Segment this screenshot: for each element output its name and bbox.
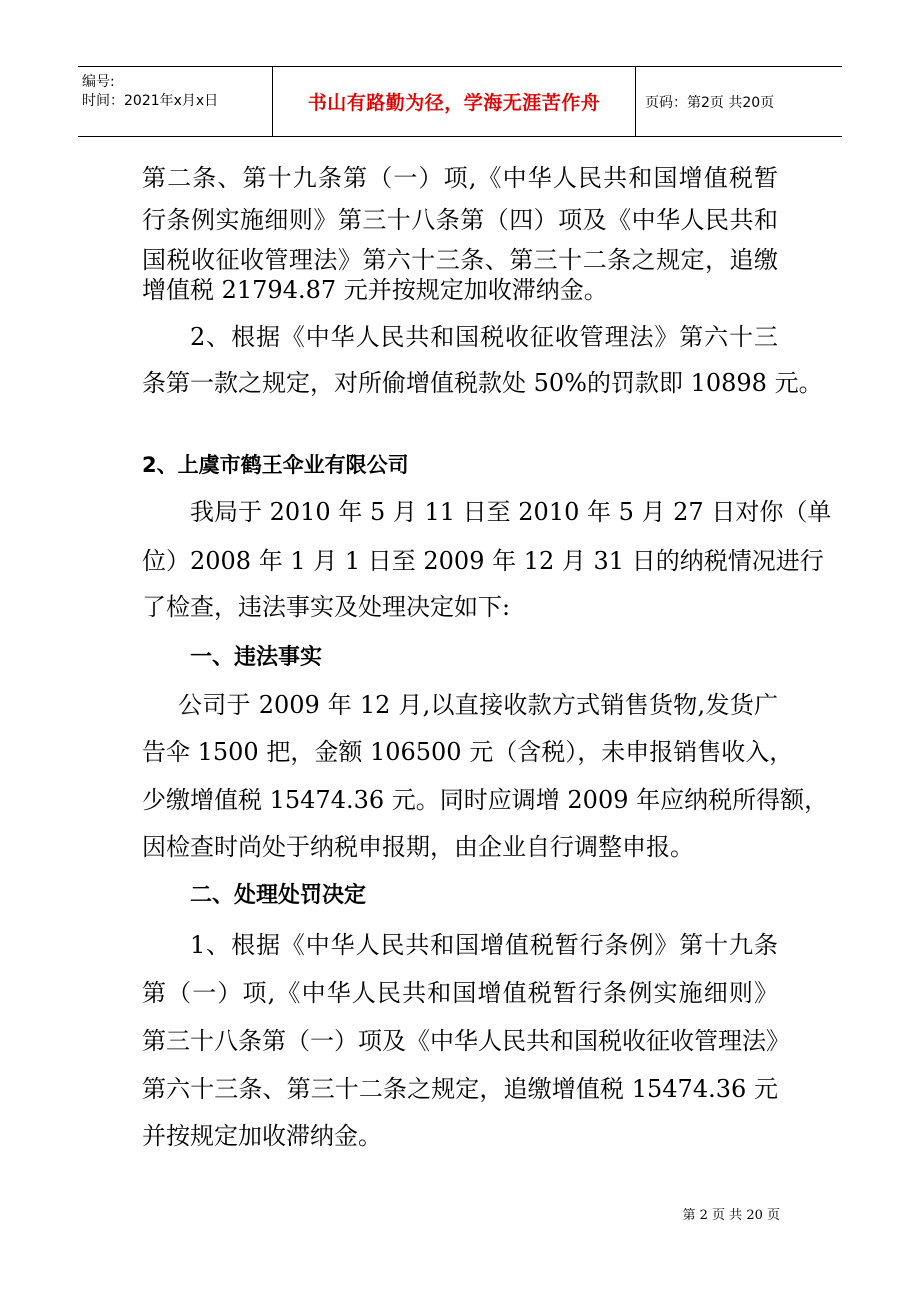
text-line: 第六十三条、第三十二条之规定，追缴增值税 15474.36 元 (142, 1075, 778, 1103)
text-line: 行条例实施细则》第三十八条第（四）项及《中华人民共和 (142, 206, 778, 234)
subsection-heading: 二、处理处罚决定 (190, 883, 367, 908)
text-line: 增值税 21794.87 元并按规定加收滞纳金。 (142, 276, 608, 304)
header-right-cell (635, 67, 842, 136)
text-line: 了检查，违法事实及处理决定如下: (142, 593, 511, 621)
header-motto-cell (272, 67, 636, 136)
subsection-heading: 一、违法事实 (190, 645, 323, 670)
header-left-cell (78, 67, 272, 136)
page-header (78, 66, 842, 137)
text-line: 公司于 2009 年 12 月,以直接收款方式销售货物,发货广 (178, 691, 778, 719)
text-line: 我局于 2010 年 5 月 11 日至 2010 年 5 月 27 日对你（单 (190, 498, 832, 526)
text-line: 国税收征收管理法》第六十三条、第三十二条之规定，追缴 (142, 246, 778, 274)
text-line: 并按规定加收滞纳金。 (142, 1122, 382, 1150)
document-number-label: 编号: (82, 74, 115, 90)
document-time-label: 时间：2021年x月x日 (82, 93, 219, 109)
text-line: 少缴增值税 15474.36 元。同时应调增 2009 年应纳税所得额， (142, 786, 829, 814)
section-title: 2、上虞市鹤王伞业有限公司 (142, 453, 409, 477)
text-line: 第三十八条第（一）项及《中华人民共和国税收征收管理法》 (142, 1027, 790, 1055)
text-line: 位）2008 年 1 月 1 日至 2009 年 12 月 31 日的纳税情况进行 (142, 547, 824, 575)
text-line: 1、根据《中华人民共和国增值税暂行条例》第十九条 (190, 931, 778, 959)
text-line: 告伞 1500 把，金额 106500 元（含税），未申报销售收入， (142, 738, 794, 766)
text-line: 第二条、第十九条第（一）项,《中华人民共和国增值税暂 (142, 164, 778, 192)
text-line: 2、根据《中华人民共和国税收征收管理法》第六十三 (190, 323, 778, 351)
text-line: 第（一）项,《中华人民共和国增值税暂行条例实施细则》 (142, 979, 778, 1007)
text-line: 条第一款之规定，对所偷增值税款处 50%的罚款即 10898 元。 (142, 369, 823, 397)
text-line: 因检查时尚处于纳税申报期，由企业自行调整申报。 (142, 833, 694, 861)
header-motto: 书山有路勤为径，学海无涯苦作舟 (307, 92, 601, 114)
header-page-label: 页码：第2页 共20页 (645, 95, 775, 111)
page-footer: 第 2 页 共 20 页 (682, 1208, 780, 1223)
